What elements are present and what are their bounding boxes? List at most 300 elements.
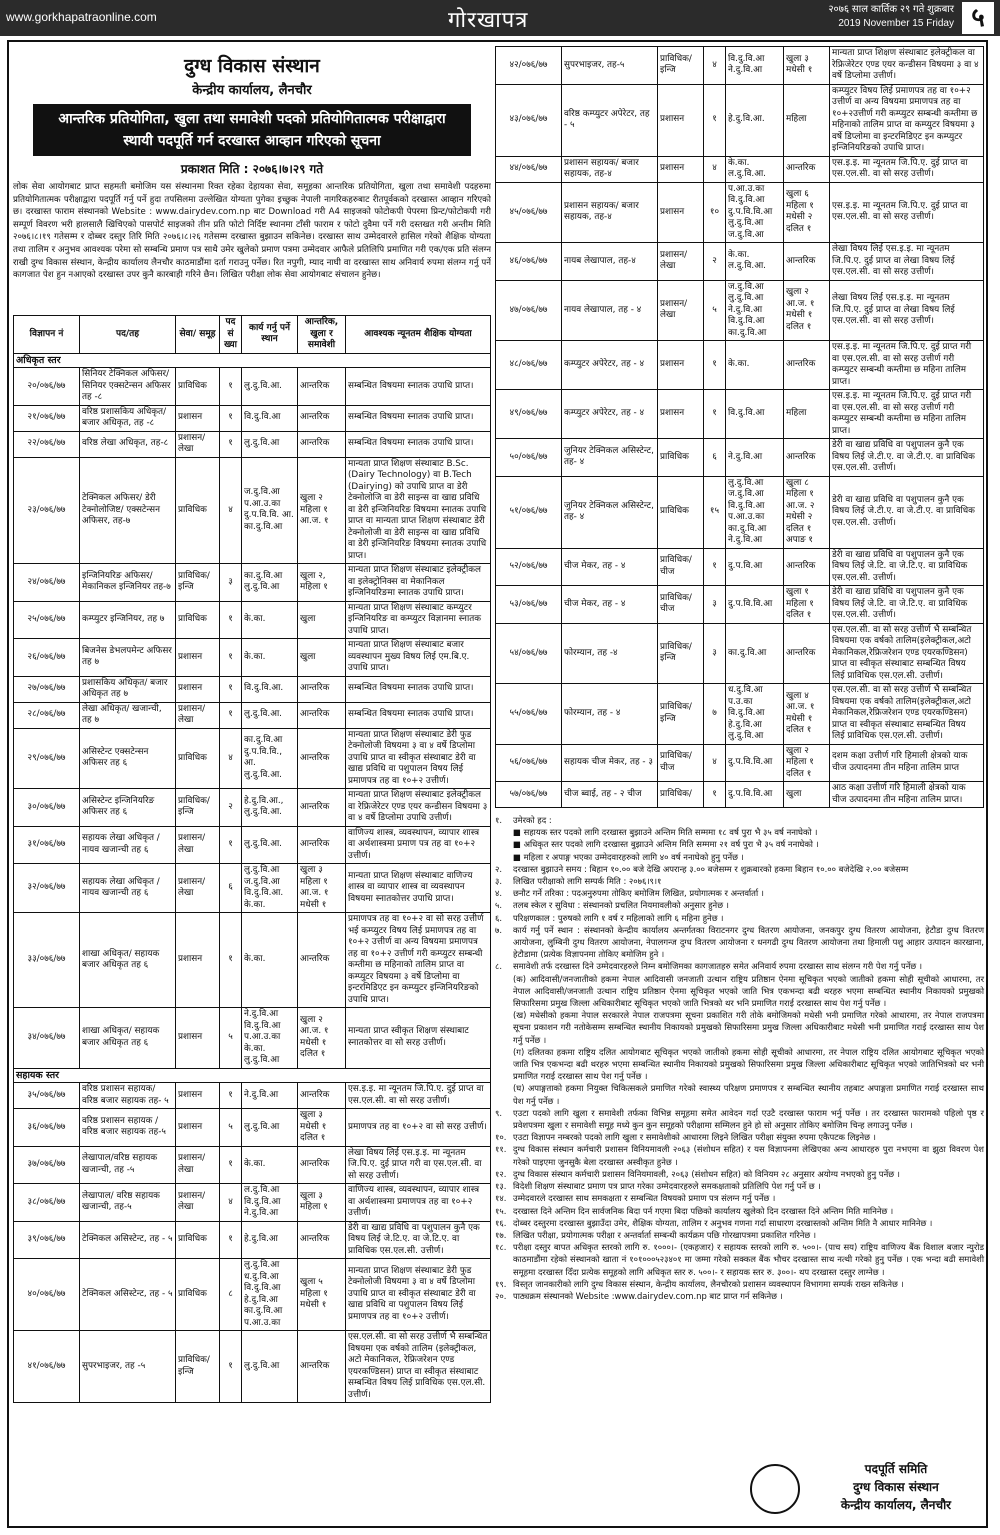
- table-cell: प्राविधिक: [176, 728, 220, 789]
- table-cell: ५७/०७६/७७: [496, 782, 562, 808]
- table-cell: खुला ३ महिला १: [298, 1184, 346, 1222]
- table-cell: २३/०७६/७७: [14, 457, 80, 564]
- table-cell: आन्तरिक: [298, 702, 346, 728]
- table-cell: प्रशासन: [658, 182, 704, 243]
- table-row: [14, 639, 491, 677]
- table-cell: प्रशासन/ लेखा: [176, 826, 220, 864]
- table-cell: आन्तरिक: [298, 431, 346, 457]
- table-cell: वरिष्ठ प्रशासन सहायक/ वरिष्ठ बजार सहायक तह- ५: [80, 1083, 176, 1109]
- note-number: [495, 1046, 513, 1083]
- table-cell: १: [220, 702, 242, 728]
- table-cell: खुला १ महिला १ दलित १: [784, 586, 830, 624]
- note-text: लिखित परीक्षा, प्रयोगात्मक परीक्षा र अन्तर्वार्ता सम्बन्धी कार्यक्रम पछि गोरखापत्रमा प्रकाशित गरिनेछ ।: [513, 1229, 817, 1240]
- section-label: सहायक स्तर: [14, 1068, 491, 1083]
- column-header: आवश्यक न्यूनतम शैक्षिक योग्यता: [346, 316, 491, 354]
- table-cell: २१/०७६/७७: [14, 405, 80, 431]
- table-cell: लु.दु.वि.आ ज.दु.वि.आ वि.दु.वि.आ. के.का.: [242, 864, 298, 913]
- table-cell: खुला २ आ.ज. १ मधेसी १ दलित १: [784, 280, 830, 341]
- note-text: दोब्बर दस्तुरमा दरखास्त बुझाउँदा उमेर, शैक्षिक योग्यता, तालिम र अनुभव गणना गर्दा साधारण दरखास्तको अन्तिम मिति नै आधार मानिनेछ ।: [513, 1217, 933, 1228]
- table-row: [496, 623, 984, 684]
- table-row: [14, 702, 491, 728]
- table-cell: आन्तरिक: [298, 728, 346, 789]
- signatory-line3: केन्द्रीय कार्यालय, लैनचौर: [840, 1498, 952, 1512]
- note-number: १२.: [495, 1168, 507, 1179]
- note-number: ११.: [495, 1144, 507, 1155]
- note-item: [495, 1180, 984, 1192]
- table-cell: प्रशासन/ लेखा: [176, 1146, 220, 1184]
- table-cell: ५: [220, 1109, 242, 1147]
- table-cell: लु.दु.वि.आ: [242, 1331, 298, 1403]
- table-cell: सहायक लेखा अधिकृत /नायव खजान्ची तह ६: [80, 826, 176, 864]
- table-cell: ७: [704, 684, 726, 745]
- notice-heading-line1: आन्तरिक प्रतियोगिता, खुला तथा समावेशी पदको प्रतियोगितात्मक परीक्षाद्वारा: [58, 111, 446, 127]
- table-cell: लु.दु.वि.आ.: [242, 702, 298, 728]
- table-cell: ३९/०७६/७७: [14, 1221, 80, 1259]
- table-cell: दु.प.वि.वि.आ: [726, 744, 784, 782]
- table-cell: ४: [220, 1184, 242, 1222]
- table-cell: प्राविधिक/ चीज: [658, 744, 704, 782]
- table-cell: आन्तरिक: [298, 826, 346, 864]
- note-item: [495, 912, 984, 924]
- table-cell: ने.दु.वि.आ: [726, 439, 784, 477]
- table-cell: २०/०७६/७७: [14, 368, 80, 406]
- table-cell: आन्तरिक: [298, 1083, 346, 1109]
- note-item: [495, 1168, 984, 1180]
- note-number: १४.: [495, 1193, 507, 1204]
- note-number: ३.: [495, 876, 503, 887]
- vacancy-notice: [7, 40, 988, 1528]
- table-cell: ४६/०७६/७७: [496, 243, 562, 281]
- table-cell: ने.दु.वि.आ: [242, 1083, 298, 1109]
- note-item: [495, 960, 984, 972]
- table-cell: प्रमाणपत्र तह वा १०+२ वा सो सरह उत्तीर्ण।: [346, 1109, 491, 1147]
- table-cell: प्राविधिक: [176, 368, 220, 406]
- table-cell: प्रशासन: [176, 405, 220, 431]
- table-row: [496, 744, 984, 782]
- note-item: [495, 1241, 984, 1278]
- table-row: [496, 84, 984, 156]
- note-text: (ख) मधेसीको हकमा नेपाल सरकारले नेपाल राजपत्रमा सूचना प्रकाशित गरी तोके बमोजिमको मधेसी भनी प्रमाणित गरेको आधारमा, तर नेपाल राजपत्रमा सूचना प्रकाशन गरी नतोकेसम्म सम्बन्धित स्थानीय निकायको प्रमुखको सिफारिसमा प्रमुख जिल्ला अधिकारीबाट मधेसी भनी प्रमाणित गराई दरखास्त साथ पेश गर्नु पर्नेछ ।: [513, 1010, 984, 1045]
- table-cell: ६: [220, 864, 242, 913]
- table-cell: प्राविधिक: [176, 1221, 220, 1259]
- note-text: उम्मेदवारले दरखास्त साथ समकक्षता र सम्बन्धित विषयको प्रमाण पत्र संलग्न गर्नु पर्नेछ ।: [513, 1193, 776, 1204]
- note-number: १८.: [495, 1242, 507, 1253]
- table-cell: ३१/०७६/७७: [14, 826, 80, 864]
- vacancy-table-right: [495, 46, 984, 808]
- table-row: [14, 1109, 491, 1147]
- table-cell: आन्तरिक: [298, 1331, 346, 1403]
- note-number: ६.: [495, 912, 503, 923]
- signatory-line1: पदपूर्ति समिति: [864, 1462, 928, 1476]
- table-cell: एस.एल.सी. वा सो सरह उत्तीर्ण भै सम्बन्धित विषयमा एक वर्षको तालिम(इलेक्ट्रीकल,अटो मेकानिकल,रेफ्रिजरेशन एण्ड एयरकण्डिसन) प्राप्त वा स्वीकृत संस्थाबाट सम्बन्धित विषय लिई प्राविधिक एस.एल.सी. उत्तीर्ण।: [830, 684, 984, 745]
- note-text: परिक्षणकाल : पुरुषको लागि १ वर्ष र महिलाको लागि ६ महिना हुनेछ ।: [513, 912, 724, 923]
- table-cell: नायव लेखापाल, तह - ४: [562, 280, 658, 341]
- table-cell: ज.दु.वि.आ लु.दु.वि.आ ने.दु.वि.आ वि.दु.वि.आ का.दु.वि.आ: [726, 280, 784, 341]
- table-cell: प्रशासन: [658, 156, 704, 182]
- table-cell: १: [704, 84, 726, 156]
- note-item: [495, 1278, 984, 1290]
- note-text: कार्य गर्नु पर्ने स्थान : संस्थानको केन्द्रीय कार्यालय अन्तर्गतका विराटनगर दुग्ध वितरण आयोजना, जनकपुर दुग्ध वितरण आयोजना, हेटौडा दुग्ध वितरण आयोजना, लुम्बिनी दुग्ध वितरण आयोजना, नेपालगन्ज दुग्ध वितरण आयोजना र धनगढी दुग्ध वितरण आयोजना तथा हिमाली पशु आहार उत्पादन कारखाना, हेटौडामा (प्रत्येक विज्ञापनमा तोकिए बमोजिम हुने ।: [513, 924, 984, 960]
- table-cell: सम्बन्धित विषयमा स्नातक उपाधि प्राप्त।: [346, 405, 491, 431]
- note-number: १.: [495, 815, 503, 825]
- right-column: [495, 46, 984, 1302]
- table-cell: ३४/०७६/७७: [14, 1008, 80, 1069]
- table-cell: १: [704, 390, 726, 439]
- note-item: [495, 1131, 984, 1143]
- table-cell: ल.दु.वि.आ वि.दु.वि.आ ने.दु.वि.आ: [242, 1184, 298, 1222]
- table-cell: प्रशासन: [658, 390, 704, 439]
- table-cell: डेरी वा खाद्य प्रविधि वा पशुपालन कुनै एक विषय लिई जे.टी.ए. वा जे.टी.ए. वा प्राविधिक एस.एल.सी. उत्तीर्ण।: [830, 476, 984, 548]
- table-cell: दु.प.वि.आ: [726, 548, 784, 586]
- table-cell: कम्प्युटर विषय लिई प्रमाणपत्र तह वा १०+२ उत्तीर्ण वा अन्य विषयमा प्रमाणपत्र तह वा १०+२उत्तीर्ण गरी कम्प्युटर सम्बन्धी कम्तीमा छ महिनाको तालिम प्राप्त वा कम्प्युटर विषयमा ३ वर्षे डिप्लोमा वा इन्टरमिडिएट इन कम्प्युटर इन्जिनियरिङको उपाधि प्राप्त।: [830, 84, 984, 156]
- table-cell: लेखा विषय लिई एस.इ.इ. मा न्यूनतम जि.पि.ए. दुई प्राप्त वा लेखा विषय लिई एस.एल.सी. वा सो सरह उत्तीर्ण।: [830, 243, 984, 281]
- note-item: [495, 826, 984, 838]
- table-cell: ५२/०७६/७७: [496, 548, 562, 586]
- note-text: (घ) अपाङ्गताको हकमा नियुक्त चिकित्सकले प्रमाणित गरेको स्वास्थ्य परिक्षण प्रमाणपत्र र सम्बन्धित स्थानीय तहबाट अपाङ्गता प्रमाणित गराई दरखास्त साथ पेश गर्नु पर्नेछ ।: [513, 1083, 984, 1106]
- table-row: [14, 564, 491, 602]
- table-cell: प्रशासकिय अधिकृत/ बजार अधिकृत तह ७: [80, 676, 176, 702]
- table-cell: १: [220, 676, 242, 702]
- table-cell: प्रशासन/ लेखा: [658, 280, 704, 341]
- table-cell: आन्तरिक: [298, 789, 346, 827]
- table-row: [14, 826, 491, 864]
- table-cell: टेक्निकल असिस्टेन्ट, तह - ५: [80, 1259, 176, 1331]
- table-cell: १: [220, 405, 242, 431]
- table-cell: मान्यता प्राप्त शिक्षण संस्थाबाट इलेक्ट्रीकल वा रेफ्रिजेरेटर एण्ड एयर कन्डीसन विषयमा ३ वा ४ वर्षे डिप्लोमा उपाधि उत्तीर्ण।: [346, 789, 491, 827]
- table-cell: ४: [220, 728, 242, 789]
- note-number: ७.: [495, 924, 503, 935]
- signature-block: [750, 1460, 980, 1520]
- table-cell: जुनियर टेक्निकल असिस्टेन्ट, तह- ४: [562, 476, 658, 548]
- table-cell: सम्बन्धित विषयमा स्नातक उपाधि प्राप्त।: [346, 431, 491, 457]
- table-cell: ४८/०७६/७७: [496, 341, 562, 390]
- note-number: [495, 838, 513, 850]
- table-cell: १: [220, 826, 242, 864]
- table-cell: हे.दु.वि.आ.: [726, 84, 784, 156]
- table-cell: लेखापाल/ वरिष्ठ सहायक खजान्ची, तह-५: [80, 1184, 176, 1222]
- table-row: [496, 243, 984, 281]
- table-row: [14, 1259, 491, 1331]
- vacancy-table-left: [13, 315, 491, 1403]
- table-cell: के.का.: [242, 1146, 298, 1184]
- table-cell: लेखा विषय लिई एस.इ.इ. मा न्यूनतम जि.पि.ए. दुई प्राप्त वा लेखा विषय लिई एस.एल.सी. वा सो सरह उत्तीर्ण।: [830, 280, 984, 341]
- table-cell: प्रशासन: [176, 1109, 220, 1147]
- table-cell: प्रशासन सहायक/ बजार सहायक, तह-४: [562, 156, 658, 182]
- note-item: [495, 924, 984, 961]
- table-cell: वरिष्ठ कम्प्युटर अपेरेटर, तह - ५: [562, 84, 658, 156]
- table-cell: आन्तरिक: [784, 623, 830, 684]
- table-cell: ५३/०७६/७७: [496, 586, 562, 624]
- table-cell: एस.इ.इ. मा न्यूनतम जि.पि.ए. दुई प्राप्त वा एस.एल.सी. वा सो सरह उत्तीर्ण।: [830, 182, 984, 243]
- table-cell: ३७/०७६/७७: [14, 1146, 80, 1184]
- note-item: [495, 1082, 984, 1106]
- table-cell: सम्बन्धित विषयमा स्नातक उपाधि प्राप्त।: [346, 368, 491, 406]
- note-item: [495, 899, 984, 911]
- table-cell: मान्यता प्राप्त स्वीकृत शिक्षण संस्थाबाट स्नातकोत्तर वा सो सरह उत्तीर्ण।: [346, 1008, 491, 1069]
- table-row: [14, 1221, 491, 1259]
- table-cell: सहायक चीज मेकर, तह - ३: [562, 744, 658, 782]
- table-cell: प्रमाणपत्र तह वा १०+२ वा सो सरह उत्तीर्ण भई कम्प्युटर विषय लिई प्रमाणपत्र तह वा १०+२ उत्तीर्ण वा अन्य विषयमा प्रमाणपत्र तह वा १०+२ उत्तीर्ण गरी कम्प्युटर सम्बन्धी कम्तीमा छ महिनाको तालिम प्राप्त वा कम्प्युटर विषयमा ३ वर्षे डिप्लोमा वा इन्टरमिडिएट इन कम्प्युटर इन्जिनियरिङको उपाधि प्राप्त।: [346, 913, 491, 1008]
- table-cell: २७/०७६/७७: [14, 676, 80, 702]
- table-row: [496, 341, 984, 390]
- section-row: [14, 353, 491, 368]
- table-cell: ३५/०७६/७७: [14, 1083, 80, 1109]
- note-item: [495, 851, 984, 863]
- note-text: परीक्षा दस्तुर बापत अधिकृत स्तरको लागि रु. १०००।- (एकहजार) र सहायक स्तरको लागि रु. ५००।- (पाच सय) राष्ट्रिय वाणिज्य बैंक विशाल बजार न्युरोड काठमाडौंमा रहेको संस्थानको खाता नं १०१०००५२३४०१ मा जम्मा गरेको सक्कल बैंक भौचर दरखास्त साथ नत्थी गरेको हुनु पर्नेछ । एक भन्दा बढी समावेशी समूहमा दरखास्त दिँदा प्रत्येक समूहको लागि अधिकृत स्तर रु. ५००।- र सहायक स्तर रु. ३००।- थप दरखास्त दस्तुर लाग्नेछ ।: [513, 1242, 984, 1277]
- table-cell: कम्प्युटर अपेरेटर, तह - ४: [562, 341, 658, 390]
- table-cell: खुला ३ महिला १ आ.ज. १ मधेसी १: [298, 864, 346, 913]
- table-cell: ३३/०७६/७७: [14, 913, 80, 1008]
- table-cell: १: [220, 1146, 242, 1184]
- table-cell: १: [220, 1331, 242, 1403]
- table-cell: जुनियर टेक्निकल असिस्टेन्ट, तह- ४: [562, 439, 658, 477]
- table-cell: आठ कक्षा उत्तीर्ण गरि हिमाली क्षेत्रको याक चीज उत्पादनमा तीन महिना तालिम प्राप्त।: [830, 782, 984, 808]
- table-cell: बिजनेस डेभलपमेन्ट अफिसर तह ७: [80, 639, 176, 677]
- table-cell: एस.एल.सी. वा सो सरह उत्तीर्ण भै सम्बन्धित विषयमा एक वर्षको तालिम (इलेक्ट्रीकल, अटो मेकानिकल, रेफ्रिजरेशन एण्ड एयरकण्डिसन) प्राप्त वा स्वीकृत संस्थाबाट सम्बन्धित विषय लिई प्राविधिक एस.एल.सी. उत्तीर्ण।: [346, 1331, 491, 1403]
- masthead: गोरखापत्र: [448, 8, 529, 33]
- table-cell: मान्यता प्राप्त शिक्षण संस्थाबाट डेरी फुड टेक्नोलोजी विषयमा ३ वा ४ वर्षे डिप्लोमा उपाधि प्राप्त वा स्वीकृत संस्थाबाट डेरी वा खाद्य प्रविधि वा पशुपालन विषय लिई प्रमाणपत्र तह वा १०+२ उत्तीर्ण।: [346, 1259, 491, 1331]
- table-cell: २६/०७६/७७: [14, 639, 80, 677]
- table-cell: ५: [220, 1008, 242, 1069]
- table-cell: एस.इ.इ. मा न्यूनतम जि.पि.ए. दुई प्राप्त वा एस.एल.सी. वा सो सरह उत्तीर्ण।: [830, 156, 984, 182]
- note-item: [495, 875, 984, 887]
- table-cell: मान्यता प्राप्त शिक्षण संस्थाबाट B.Sc. (Dairy Technology) वा B.Tech (Dairying) को उपाधि प्राप्त वा डेरी टेक्नोलोजि वा डेरी साइन्स वा खाद्य प्रविधि वा डेरी इन्जिनियरिङ विषयमा स्नातक उपाधि प्राप्त वा मान्यता प्राप्त शिक्षण संस्थाबाट डेरी टेक्नोलोजी वा डेरी साइन्स वा खाद्य प्रविधि वा डेरी इन्जिनियरिङ विषयमा स्नातक उपाधि प्राप्त।: [346, 457, 491, 564]
- column-header: आन्तरिक, खुला र समावेशी: [298, 316, 346, 354]
- table-cell: १: [704, 548, 726, 586]
- table-cell: प्रशासन/ लेखा: [658, 243, 704, 281]
- table-cell: खुला: [298, 639, 346, 677]
- table-cell: ५: [704, 280, 726, 341]
- table-row: [496, 548, 984, 586]
- note-number: ९.: [495, 1107, 503, 1118]
- table-cell: प्रशासन/ लेखा: [176, 431, 220, 457]
- table-cell: लेखा अधिकृत/ खजान्ची, तह ७: [80, 702, 176, 728]
- table-cell: १: [220, 639, 242, 677]
- table-cell: आन्तरिक: [298, 405, 346, 431]
- table-cell: खुला ८ महिला १ आ.ज. २ मधेसी २ दलित १ अपाङ १: [784, 476, 830, 548]
- table-row: [14, 601, 491, 639]
- table-cell: लु.दु.वि.आ.: [242, 368, 298, 406]
- note-number: १०.: [495, 1132, 507, 1143]
- table-cell: ५४/०७६/७७: [496, 623, 562, 684]
- table-row: [14, 457, 491, 564]
- table-row: [14, 1008, 491, 1069]
- table-cell: खुला ६ महिला १ मधेसी २ दलित १: [784, 182, 830, 243]
- table-cell: ४०/०७६/७७: [14, 1259, 80, 1331]
- table-cell: प्रशासन: [176, 676, 220, 702]
- table-cell: ध.दु.वि.आ प.उ.का वि.दु.वि.आ हे.दु.वि.आ लु.दु.वि.आ: [726, 684, 784, 745]
- table-cell: आन्तरिक: [784, 156, 830, 182]
- table-cell: एस.इ.इ. मा न्यूनतम जि.पि.ए. दुई प्राप्त गरी वा एस.एल.सी. वा सो सरह उत्तीर्ण गरी कम्प्युटर सम्बन्धी कम्तीमा छ महिना तालिम प्राप्त।: [830, 390, 984, 439]
- table-cell: प्रशासन: [176, 1083, 220, 1109]
- table-row: [496, 476, 984, 548]
- note-item: [495, 1009, 984, 1046]
- note-item: [495, 1229, 984, 1241]
- note-text: ■ सहायक स्तर पदको लागि दरखास्त बुझाउने अन्तिम मिति सम्ममा १८ वर्ष पुरा भै ३५ वर्ष ननाघेको ।: [513, 827, 818, 838]
- table-cell: कम्प्युटर इन्जिनियर, तह ७: [80, 601, 176, 639]
- table-cell: के.का. ल.दु.वि.आ.: [726, 156, 784, 182]
- table-cell: वाणिज्य शास्त्र, व्यवस्थापन, व्यापार शास्त्र वा अर्थशास्त्रमा प्रमाण पत्र तह वा १०+२ उत्तीर्ण।: [346, 826, 491, 864]
- note-text: (क) आदिवासी/जनजातीको हकमा नेपाल आदिवासी जनजाती उत्थान राष्ट्रिय प्रतिष्ठान ऐनमा सूचिकृत भएको जातीको हकमा सोही सूचीको आधारमा, तर नेपाल आदिवासी/जनजाती उत्थान राष्ट्रिय प्रतिष्ठान ऐनमा सूचिकृत भएको जाति भित्र एकभन्दा बढी थरहरु भएमा सम्बन्धित स्थानीय निकायको प्रमुखको सिफारिसमा प्रमुख जिल्ला अधिकारीबाट सूचिकृत भएको जाति भित्रको थर भनि प्रमाणित गराई दरखास्त साथ पेश गर्नु पर्नेछ ।: [513, 973, 984, 1009]
- table-cell: टेक्निकल असिस्टेन्ट, तह - ५: [80, 1221, 176, 1259]
- note-item: [495, 1107, 984, 1131]
- table-cell: सहायक लेखा अधिकृत /नायव खजान्ची तह ६: [80, 864, 176, 913]
- note-number: १६.: [495, 1217, 507, 1228]
- table-row: [14, 789, 491, 827]
- table-cell: लेखा विषय लिई एस.इ.इ. मा न्यूनतम जि.पि.ए. दुई प्राप्त गरी वा एस.एल.सी. वा सो सरह उत्तीर्ण।: [346, 1146, 491, 1184]
- signatory: [812, 1460, 980, 1514]
- table-cell: डेरी वा खाद्य प्रविधि वा पशुपालन कुनै एक विषय लिई जे.टि.ए. वा जे.टि.ए. वा प्राविधिक एस.एल.सी. उत्तीर्ण।: [346, 1221, 491, 1259]
- table-cell: आन्तरिक: [298, 913, 346, 1008]
- table-cell: सुपरभाइजर, तह-५: [562, 47, 658, 85]
- table-cell: असिस्टेन्ट एक्सटेन्सन अफिसर तह ६: [80, 728, 176, 789]
- table-cell: ४: [220, 457, 242, 564]
- page-number: ५: [962, 2, 994, 34]
- note-text: विदेशी शिक्षण संस्थाबाट प्रमाण पत्र प्राप्त गरेका उम्मेदवारहरुले समकक्षताको प्रतिलिपि पेश गर्नु पर्ने छ ।: [513, 1181, 821, 1192]
- table-cell: खुला ३ मधेसी १ दलित १: [298, 1109, 346, 1147]
- table-cell: प्रशासन: [176, 639, 220, 677]
- table-cell: सुपरभाइजर, तह -५: [80, 1331, 176, 1403]
- table-row: [496, 439, 984, 477]
- note-number: [495, 1009, 513, 1046]
- table-cell: एस.इ.इ. मा न्यूनतम जि.पि.ए. दुई प्राप्त वा एस.एल.सी. वा सो सरह उत्तीर्ण।: [346, 1083, 491, 1109]
- table-cell: चीज मेकर, तह - ४: [562, 586, 658, 624]
- table-cell: २९/०७६/७७: [14, 728, 80, 789]
- table-cell: आन्तरिक: [784, 243, 830, 281]
- table-cell: वाणिज्य शास्त्र, व्यवस्थापन, व्यापार शास्त्र वा अर्थशास्त्रमा प्रमाणपत्र तह वा १०+२ उत्तीर्ण।: [346, 1184, 491, 1222]
- table-cell: मान्यता प्राप्त शिक्षण संस्थाबाट डेरी फुड टेक्नोलोजी विषयमा ३ वा ४ वर्षे डिप्लोमा उपाधि प्राप्त वा स्वीकृत संस्थाबाट डेरी वा खाद्य प्रविधि वा पशुपालन विषय लिई प्रमाणपत्र तह वा १०+२ उत्तीर्ण।: [346, 728, 491, 789]
- table-cell: वि.दु.वि.आ.: [242, 676, 298, 702]
- table-cell: के.का.: [242, 913, 298, 1008]
- note-number: [495, 1082, 513, 1106]
- table-cell: ५६/०७६/७७: [496, 744, 562, 782]
- note-item: [495, 1192, 984, 1204]
- table-cell: १: [704, 341, 726, 390]
- table-cell: डेरी वा खाद्य प्रविधि वा पशुपालन कुनै एक विषय लिई जे.टि. वा जे.टि.ए. वा प्राविधिक एस.एल.सी. उत्तीर्ण।: [830, 548, 984, 586]
- note-item: [495, 814, 984, 826]
- newspaper-header: [0, 0, 1000, 36]
- table-cell: ४५/०७६/७७: [496, 182, 562, 243]
- table-cell: कम्प्युटर अपेरेटर, तह - ४: [562, 390, 658, 439]
- table-cell: वरिष्ठ प्रशासन सहायक /वरिष्ठ बजार सहायक तह-५: [80, 1109, 176, 1147]
- table-cell: ४: [704, 156, 726, 182]
- table-cell: ज.दु.वि.आ प.आ.उ.का दु.प.वि.वि. आ. का.दु.वि.आ: [242, 457, 298, 564]
- note-text: दुग्ध विकास संस्थान कर्मचारी प्रशासन विनियमावली, २०६३ (संशोधन सहित) को विनियम २८ अनुसार अयोग्य नभएको हुनु पर्नेछ ।: [513, 1168, 900, 1179]
- table-cell: ४२/०७६/७७: [496, 47, 562, 85]
- table-cell: प्रशासन/ लेखा: [176, 702, 220, 728]
- table-cell: के.का.: [242, 639, 298, 677]
- table-cell: ४: [704, 47, 726, 85]
- note-item: [495, 863, 984, 875]
- table-cell: ५१/०७६/७७: [496, 476, 562, 548]
- table-cell: १०: [704, 182, 726, 243]
- section-row: [14, 1068, 491, 1083]
- table-row: [496, 684, 984, 745]
- issue-date: [828, 3, 954, 31]
- table-cell: प्रशासन सहायक/ बजार सहायक, तह-४: [562, 182, 658, 243]
- note-item: [495, 1217, 984, 1229]
- table-cell: असिस्टेन्ट इन्जिनियरिङ अफिसर तह ६: [80, 789, 176, 827]
- table-cell: दु.प.वि.वि.आ: [726, 586, 784, 624]
- table-cell: १: [220, 431, 242, 457]
- table-cell: १: [220, 913, 242, 1008]
- table-cell: लु.दु.वि.आ ज.दु.वि.आ वि.दु.वि.आ प.आ.उ.का का.दु.वि.आ ने.दु.वि.आ: [726, 476, 784, 548]
- table-cell: १: [704, 782, 726, 808]
- note-text: एउटा पदको लागि खुला र समावेशी तर्फका विभिन्न समूहमा समेत आवेदन गर्दा एउटै दरखास्त फाराम भर्नु पर्नेछ । तर दरखास्त फारामको पहिलो पृष्ठ र प्रवेशपत्रमा खुला र समावेशी समूह मध्ये कुन कुन समूहको परीक्षामा सम्मिलन हुने हो सो अनुसार तोकिए बमोजिम चिन्ह लगाउनु पर्नेछ ।: [513, 1107, 984, 1131]
- table-header-row: [14, 316, 491, 354]
- table-cell: प्रशासन/ लेखा: [176, 1184, 220, 1222]
- notice-heading: [33, 104, 471, 156]
- table-row: [496, 182, 984, 243]
- table-cell: डेरी वा खाद्य प्रविधि वा पशुपालन कुनै एक विषय लिई जे.टी.ए. वा जे.टी.ए. वा प्राविधिक एस.एल.सी. उत्तीर्ण।: [830, 439, 984, 477]
- note-text: ■ अधिकृत स्तर पदको लागि दरखास्त बुझाउने अन्तिम मिति सम्ममा २१ वर्ष पुरा भै ३५ वर्ष ननाघेको ।: [513, 839, 819, 850]
- table-cell: ३६/०७६/७७: [14, 1109, 80, 1147]
- table-cell: का.दु.वि.आ: [726, 623, 784, 684]
- note-number: १७.: [495, 1229, 507, 1240]
- note-text: एउटा विज्ञापन नम्बरको पदको लागि खुला र समावेशीको आधारमा लिइने लिखित परीक्षा संयुक्त रुपमा एकैपटक लिइनेछ ।: [513, 1132, 876, 1143]
- note-text: विस्तृत जानकारीको लागि दुग्ध विकास संस्थान, केन्द्रीय कार्यालय, लैनचौरको प्रशासन व्यवस्थापन विभागमा सम्पर्क राख्न सकिनेछ ।: [513, 1278, 904, 1289]
- table-cell: १५: [704, 476, 726, 548]
- note-item: [495, 838, 984, 850]
- table-cell: एस.एल.सी. वा सो सरह उत्तीर्ण भै सम्बन्धित विषयमा एक वर्षको तालिम(इलेक्ट्रीकल,अटो मेकानिकल,रेफ्रिजरेशन एण्ड एयरकण्डिसन) प्राप्त वा स्वीकृत संस्थाबाट सम्बन्धित विषय लिई प्राविधिक एस.एल.सी. उत्तीर्ण।: [830, 623, 984, 684]
- table-cell: फोरम्यान, तह -४: [562, 623, 658, 684]
- note-number: १५.: [495, 1205, 507, 1216]
- table-cell: सम्बन्धित विषयमा स्नातक उपाधि प्राप्त।: [346, 702, 491, 728]
- table-row: [496, 390, 984, 439]
- table-cell: २५/०७६/७७: [14, 601, 80, 639]
- notes-list: [495, 814, 984, 1302]
- table-cell: प्राविधिक/ इन्जि: [176, 789, 220, 827]
- table-cell: हे.दु.वि.आ., लु.दु.वि.आ.: [242, 789, 298, 827]
- table-cell: २: [220, 789, 242, 827]
- table-cell: १: [220, 1221, 242, 1259]
- table-cell: प्राविधिक/ इन्जि: [658, 623, 704, 684]
- table-cell: के.का. ल.दु.वि.आ.: [726, 243, 784, 281]
- table-row: [496, 782, 984, 808]
- table-cell: प्राविधिक/ इन्जि: [176, 564, 220, 602]
- note-text: दरखास्त दिने अन्तिम दिन सार्वजनिक बिदा पर्न गएमा बिदा पछिको कार्यालय खुलेको दिन दरखास्त दिने अन्तिम मिति मानिनेछ ।: [513, 1205, 894, 1216]
- table-cell: ४७/०७६/७७: [496, 280, 562, 341]
- table-cell: खुला: [784, 782, 830, 808]
- column-header: सेवा/ समूह: [176, 316, 220, 354]
- table-cell: आन्तरिक: [784, 548, 830, 586]
- table-cell: ५५/०७६/७७: [496, 684, 562, 745]
- table-cell: खुला २ महिला १ दलित १: [784, 744, 830, 782]
- table-cell: ३: [704, 623, 726, 684]
- table-cell: प्राविधिक: [176, 457, 220, 564]
- table-cell: ६: [704, 439, 726, 477]
- table-row: [14, 368, 491, 406]
- table-cell: १: [220, 1083, 242, 1109]
- site-url[interactable]: www.gorkhapatraonline.com: [6, 10, 157, 24]
- left-column: [13, 46, 491, 1403]
- table-cell: २४/०७६/७७: [14, 564, 80, 602]
- publication-date: प्रकाशत मिति : २०७६।७।२९ गते: [180, 162, 324, 176]
- note-text: (ग) दलितका हकमा राष्ट्रिय दलित आयोगबाट सूचिकृत भएको जातीको हकमा सोही सूचीको आधारमा, तर नेपाल राष्ट्रिय दलित आयोगबाट सूचिकृत भएको जाति भित्र एकभन्दा बढी थरहरु भएमा सम्बन्धित स्थानीय निकायको प्रमुखको सिफारिसमा प्रमुख जिल्ला अधिकारीबाट सूचिकृत भएको जातिभित्रको थर भनी प्रमाणित गराई दरखास्त साथ पेश गर्नु पर्नेछ ।: [513, 1046, 984, 1082]
- table-cell: मान्यता प्राप्त शिक्षण संस्थाबाट कम्प्युटर इन्जिनियरिङ वा कम्प्युटर विज्ञानमा स्नातक उपाधि प्राप्त।: [346, 601, 491, 639]
- signatory-line2: दुग्ध विकास संस्थान: [853, 1480, 939, 1494]
- table-cell: ८: [220, 1259, 242, 1331]
- table-cell: एस.इ.इ. मा न्यूनतम जि.पि.ए. दुई प्राप्त गरी वा एस.एल.सी. वा सो सरह उत्तीर्ण गरी कम्प्युटर सम्बन्धी कम्तीमा छ महिना तालिम प्राप्त।: [830, 341, 984, 390]
- table-cell: प्रशासन: [658, 341, 704, 390]
- notice-heading-line2: स्थायी पदपूर्ति गर्न दरखास्त आव्हान गरिएको सूचना: [123, 133, 381, 149]
- table-cell: प्राविधिक/ इन्जि: [176, 1331, 220, 1403]
- note-item: [495, 973, 984, 1010]
- table-cell: सिनियर टेक्निकल अफिसर/ सिनियर एक्सटेन्सन अफिसर तह -८: [80, 368, 176, 406]
- table-cell: प्राविधिक: [658, 439, 704, 477]
- table-cell: मान्यता प्राप्त शिक्षण संस्थाबाट वाणिज्य शास्त्र वा व्यापार शास्त्र वा व्यवस्थापन विषयमा स्नातकोत्तर उपाधि प्राप्त।: [346, 864, 491, 913]
- table-cell: खुला २ आ.ज. १ मधेसी १ दलित १: [298, 1008, 346, 1069]
